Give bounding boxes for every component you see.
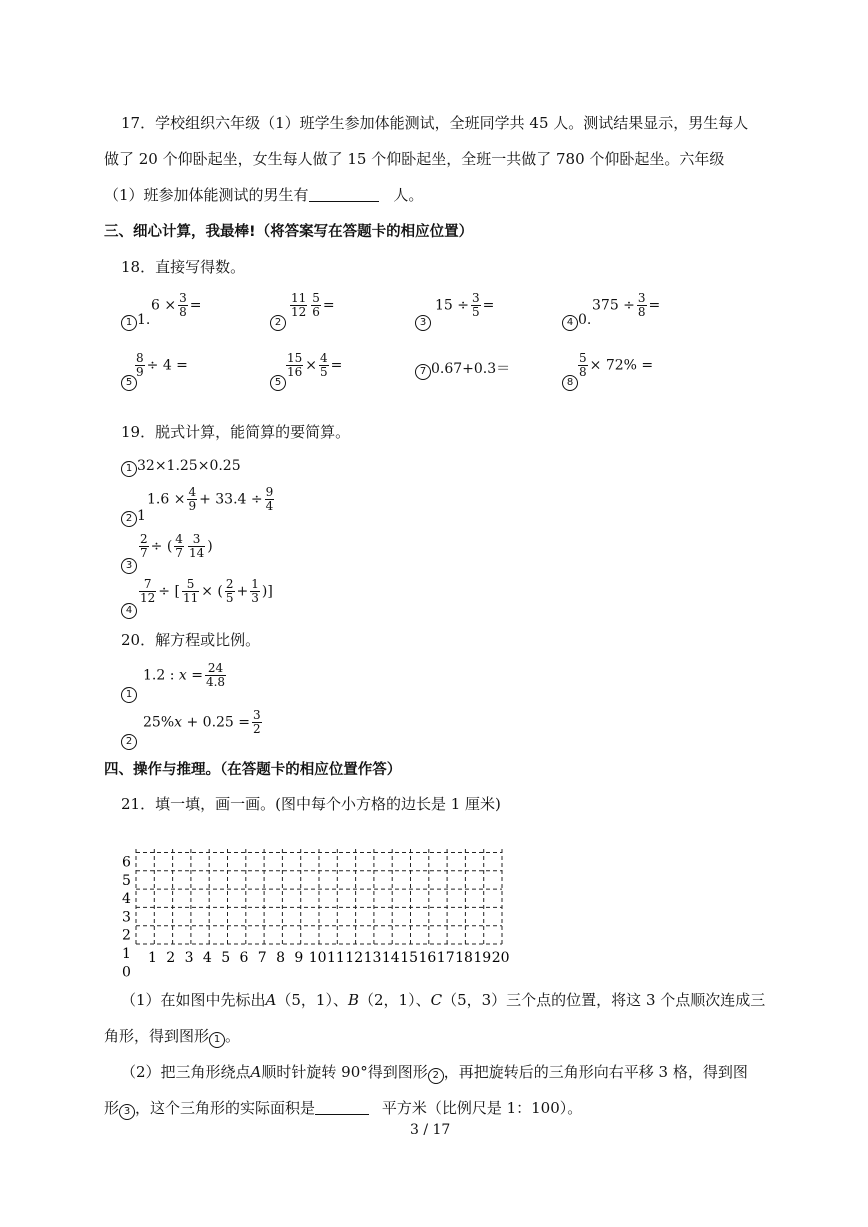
q18-item-7: 7 0.67+0.3＝ [415,358,510,380]
x-axis-label: 17 [436,950,455,966]
q17-line3 [104,185,423,205]
x-axis-label: 2 [166,950,176,966]
q17-line3-text: （1）班参加体能测试的男生有 [104,186,309,204]
y-axis-label: 5 [122,872,131,889]
x-axis-label: 5 [221,950,231,966]
x-axis-label: 9 [294,950,304,966]
q21-part1-line2: 角形，得到图形 1 。 [104,1026,240,1048]
q21-title: 21．填一填，画一画。(图中每个小方格的边长是 1 厘米) [121,795,501,813]
x-axis-label: 8 [276,950,286,966]
y-axis-label: 2 [122,927,131,944]
y-axis-label: 6 [122,854,131,871]
q21-part1-line1: （1）在如图中先标出A（5，1）、B（2，1）、C（5，3）三个点的位置，将这 3 个点顺次连成三 [121,991,766,1009]
q17-line3-end: 人。 [393,186,424,204]
section-4-heading: 四、操作与推理。（在答题卡的相应位置作答） [104,762,402,778]
coordinate-grid[interactable] [118,826,510,981]
page-number: 3 / 17 [410,1122,451,1138]
x-axis-label: 7 [257,950,267,966]
q18-title: 18．直接写得数。 [121,258,246,276]
x-axis-label: 6 [239,950,249,966]
q19-title: 19．脱式计算，能简算的要简算。 [121,423,351,441]
q17-line1: 17．学校组织六年级（1）班学生参加体能测试，全班同学共 45 人。测试结果显示，男生每人 [121,114,749,132]
y-axis-label: 1 [122,946,131,962]
x-axis-label: 16 [418,950,437,966]
q19-expr-1: 1 32×1.25×0.25 [121,458,241,477]
q17-line2: 做了 20 个仰卧起坐，女生每人做了 15 个仰卧起坐，全班一共做了 780 个仰卧起坐。六年级 [104,150,725,168]
x-axis-label: 19 [473,950,492,966]
x-axis-label: 3 [184,950,194,966]
q20-title: 20．解方程或比例。 [121,631,261,649]
grid-svg[interactable] [118,826,510,981]
x-axis-label: 13 [363,950,382,966]
x-axis-label: 10 [308,950,327,966]
y-axis-label: 4 [122,891,131,908]
x-axis-label: 20 [491,950,510,966]
x-axis-label: 12 [345,950,364,966]
answer-blank[interactable] [309,187,379,202]
x-axis-label: 14 [381,950,400,966]
x-axis-label: 18 [455,950,473,966]
y-axis-label: 0 [122,964,131,981]
y-axis-label: 3 [122,909,131,926]
q21-part2-line2: 形 3 ，这个三角形的实际面积是 平方米（比例尺是 1：100）。 [104,1098,582,1120]
x-axis-label: 1 [148,950,157,966]
x-axis-label: 11 [327,950,345,966]
x-axis-label: 15 [400,950,419,966]
x-axis-label: 4 [202,950,212,966]
area-answer-blank[interactable] [315,1100,369,1115]
section-3-heading: 三、细心计算，我最棒!（将答案写在答题卡的相应位置） [104,224,474,240]
q21-part2-line1: （2）把三角形绕点A顺时针旋转 90°得到图形 2 ，再把旋转后的三角形向右平移 3 格，得到图 [121,1062,748,1084]
